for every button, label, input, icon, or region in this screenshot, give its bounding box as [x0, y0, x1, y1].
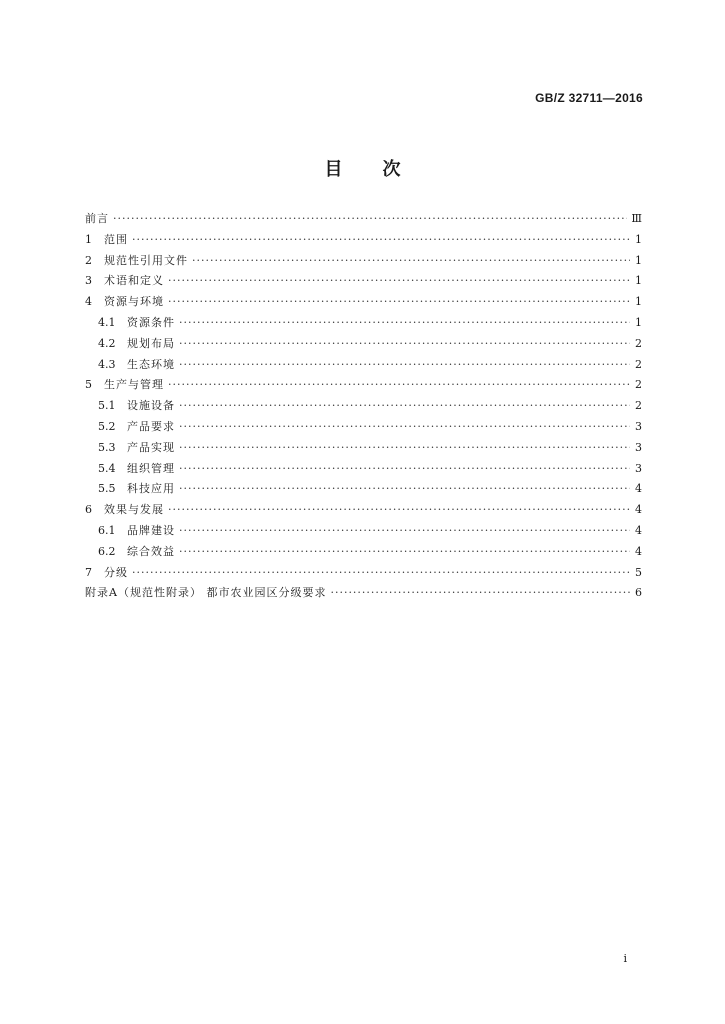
toc-entry-page: 5	[635, 565, 642, 579]
standard-code: GB/Z 32711—2016	[535, 91, 643, 105]
toc-entry-number: 6.2	[98, 544, 116, 558]
toc-entry-page: 2	[635, 336, 642, 350]
toc-leader-dots	[168, 292, 630, 313]
toc-entry-number: 5.5	[98, 482, 116, 496]
toc-entry-label: 生产与管理	[104, 378, 164, 392]
toc-entry-number: 7	[85, 565, 92, 579]
toc-entry-number: 6	[85, 503, 92, 517]
toc-entry-page: 3	[635, 461, 642, 475]
toc-leader-dots	[168, 375, 630, 396]
toc-entry[interactable]	[85, 355, 642, 376]
toc-entry-label: 组织管理	[127, 461, 175, 475]
toc-entry-page: 4	[635, 503, 642, 517]
toc-entry-number: 5.2	[98, 419, 116, 433]
toc-entry-number: 5.4	[98, 461, 116, 475]
toc-entry[interactable]	[85, 438, 642, 459]
title-char-2: 次	[382, 159, 401, 180]
toc-entry[interactable]	[85, 521, 642, 542]
toc-entry-page: 2	[635, 399, 642, 413]
toc-entry-label: 前言	[85, 212, 109, 225]
toc-entry-label: 规范性引用文件	[104, 253, 188, 267]
toc-entry-label: 规划布局	[127, 336, 175, 350]
toc-entry-label: 资源条件	[127, 315, 175, 329]
toc-leader-dots	[179, 417, 630, 438]
toc-entry-label: 综合效益	[127, 544, 175, 558]
toc-leader-dots	[168, 271, 630, 292]
toc-entry-label: 范围	[104, 232, 128, 246]
toc-entry-number: 6.1	[98, 523, 116, 537]
toc-leader-dots	[168, 500, 630, 521]
toc-leader-dots	[179, 521, 630, 542]
toc-entry-number: 5	[85, 378, 92, 392]
toc-entry[interactable]	[85, 583, 642, 604]
toc-entry-label: 产品实现	[127, 440, 175, 454]
toc-entry-label: 术语和定义	[104, 274, 164, 288]
toc-leader-dots	[179, 542, 630, 563]
toc-leader-dots	[179, 438, 630, 459]
toc-entry-number: 1	[85, 232, 92, 246]
toc-entry-page: Ⅲ	[631, 212, 642, 225]
toc-entry-page: 3	[635, 419, 642, 433]
toc-leader-dots	[132, 230, 630, 251]
toc-entry[interactable]	[85, 209, 642, 230]
toc-entry-page: 3	[635, 440, 642, 454]
page-number: i	[623, 952, 627, 965]
toc-entry-number: 5.1	[98, 399, 116, 413]
toc-entry[interactable]	[85, 542, 642, 563]
toc-leader-dots	[179, 313, 630, 334]
toc-entry-label: 分级	[104, 565, 128, 579]
toc-entry[interactable]	[85, 500, 642, 521]
toc-entry[interactable]	[85, 417, 642, 438]
toc-entry-page: 4	[635, 482, 642, 496]
toc-leader-dots	[132, 563, 630, 584]
toc-leader-dots	[330, 583, 630, 604]
toc-entry-number: 3	[85, 274, 92, 288]
toc-entry-number: 4.1	[98, 315, 116, 329]
toc-entry-number: 4	[85, 295, 92, 309]
toc-entry[interactable]	[85, 563, 642, 584]
toc-leader-dots	[179, 396, 630, 417]
toc-entry[interactable]	[85, 292, 642, 313]
toc-entry[interactable]	[85, 459, 642, 480]
toc-entry-label: 附录A（规范性附录） 都市农业园区分级要求	[85, 586, 327, 600]
toc-entry-number: 4.3	[98, 357, 116, 371]
page-title	[0, 155, 725, 181]
toc-entry[interactable]	[85, 396, 642, 417]
toc-leader-dots	[179, 479, 630, 500]
toc-entry-label: 设施设备	[127, 399, 175, 413]
table-of-contents	[85, 209, 642, 604]
toc-leader-dots	[113, 209, 627, 230]
toc-entry-label: 生态环境	[127, 357, 175, 371]
toc-leader-dots	[192, 251, 630, 272]
toc-leader-dots	[179, 355, 630, 376]
title-char-1: 目	[324, 159, 343, 180]
toc-entry-label: 效果与发展	[104, 503, 164, 517]
toc-entry-page: 4	[635, 523, 642, 537]
toc-entry[interactable]	[85, 375, 642, 396]
toc-entry-number: 4.2	[98, 336, 116, 350]
toc-entry-page: 1	[635, 315, 642, 329]
toc-entry-page: 1	[635, 232, 642, 246]
toc-entry[interactable]	[85, 479, 642, 500]
toc-entry-page: 4	[635, 544, 642, 558]
toc-entry[interactable]	[85, 230, 642, 251]
toc-entry-page: 6	[635, 586, 642, 600]
toc-entry-label: 资源与环境	[104, 295, 164, 309]
toc-entry-page: 1	[635, 295, 642, 309]
toc-entry-page: 2	[635, 357, 642, 371]
toc-entry[interactable]	[85, 334, 642, 355]
toc-entry[interactable]	[85, 313, 642, 334]
toc-entry-page: 1	[635, 274, 642, 288]
toc-entry-number: 5.3	[98, 440, 116, 454]
toc-entry-label: 产品要求	[127, 419, 175, 433]
toc-entry-label: 科技应用	[127, 482, 175, 496]
toc-leader-dots	[179, 334, 630, 355]
toc-entry-number: 2	[85, 253, 92, 267]
toc-entry-label: 品牌建设	[127, 523, 175, 537]
toc-entry[interactable]	[85, 271, 642, 292]
toc-entry-page: 1	[635, 253, 642, 267]
toc-entry-page: 2	[635, 378, 642, 392]
toc-leader-dots	[179, 459, 630, 480]
toc-entry[interactable]	[85, 251, 642, 272]
